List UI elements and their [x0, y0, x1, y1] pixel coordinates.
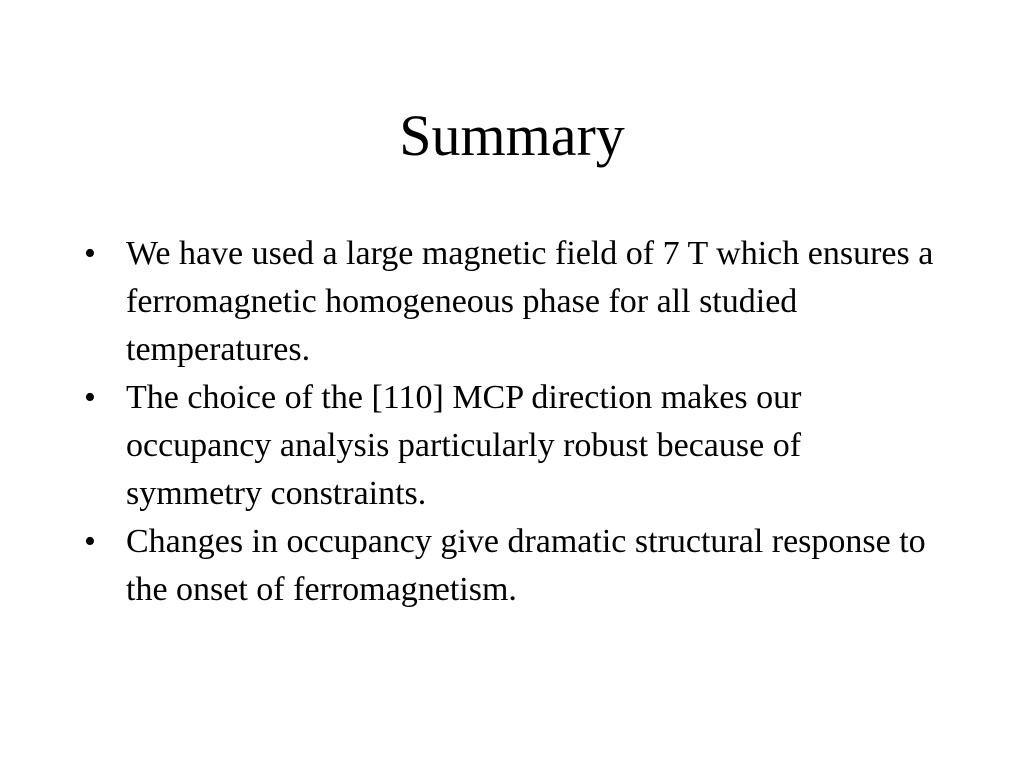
bullet-item: [84, 230, 934, 374]
bullet-text: The choice of the [110] MCP direction makes our occupancy analysis particularly robust because of symmetry constraints.: [126, 379, 802, 512]
bullet-text: Changes in occupancy give dramatic structural response to the onset of ferromagnetism.: [126, 523, 926, 608]
bullet-icon: •: [84, 379, 96, 416]
slide-title: Summary: [399, 103, 625, 168]
bullet-item: [84, 518, 934, 614]
bullet-item: [84, 374, 934, 518]
bullet-icon: •: [84, 235, 96, 272]
bullet-icon: •: [84, 523, 96, 560]
bullet-text: We have used a large magnetic field of 7 T which ensures a ferromagnetic homogeneous phase for all studied temperatures.: [126, 235, 934, 368]
bullet-list: [84, 230, 934, 614]
